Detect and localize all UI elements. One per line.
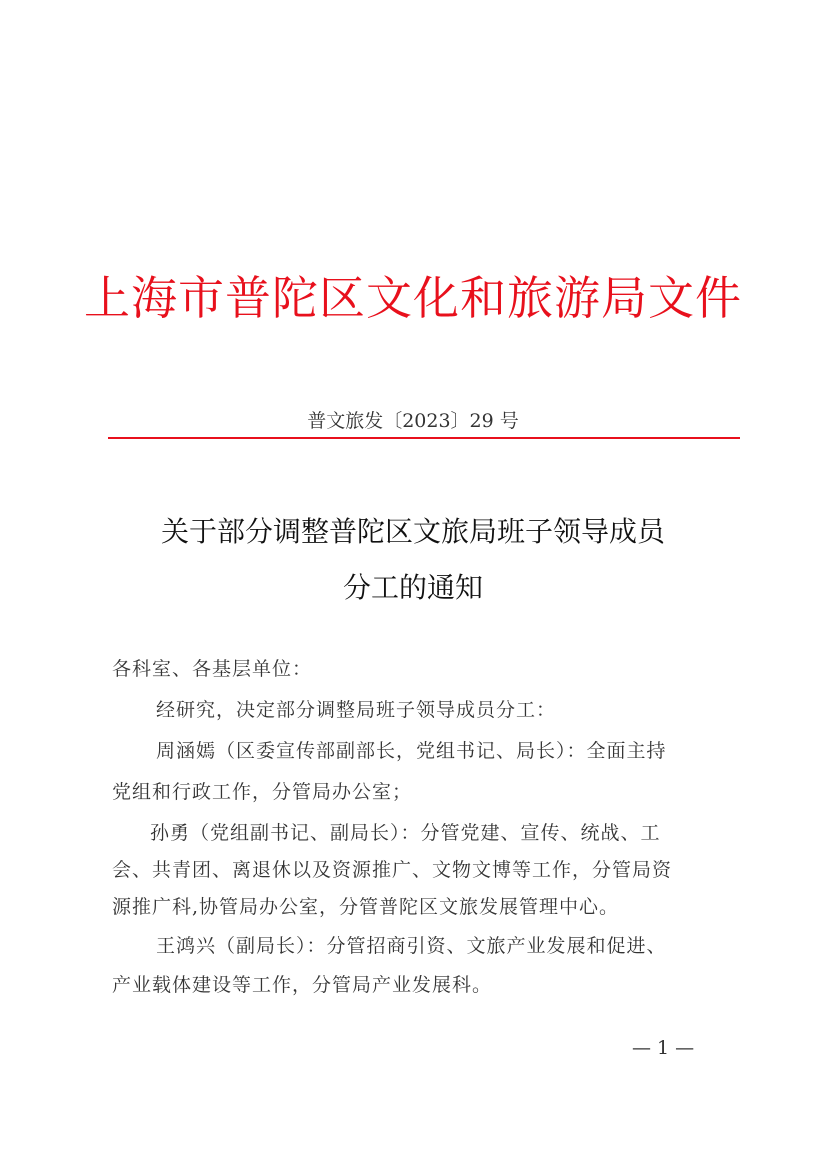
notice-title-line-1: 关于部分调整普陀区文旅局班子领导成员 [160,515,665,548]
header-red-rule [108,437,740,439]
salutation: 各科室、各基层单位： [112,658,313,680]
body-paragraph-sun-line-3: 源推广科,协管局办公室，分管普陀区文旅发展管理中心。 [112,896,620,918]
issuer-header-title: 上海市普陀区文化和旅游局文件 [84,271,742,325]
body-paragraph-wang-line-1: 王鸿兴（副局长）：分管招商引资、文旅产业发展和促进、 [156,935,667,957]
page-number: — 1 — [632,1037,695,1059]
body-paragraph-zhou-line-1: 周涵嫣（区委宣传部副部长，党组书记、局长）：全面主持 [156,740,667,762]
body-paragraph-sun-line-1: 孙勇（党组副书记、副局长）：分管党建、宣传、统战、工 [150,822,661,844]
body-paragraph-intro: 经研究，决定部分调整局班子领导成员分工： [156,699,557,721]
notice-title-line-2: 分工的通知 [342,571,483,604]
body-paragraph-sun-line-2: 会、共青团、离退休以及资源推广、文物文博等工作，分管局资 [112,859,673,881]
body-paragraph-zhou-line-2: 党组和行政工作，分管局办公室； [112,781,413,803]
body-paragraph-wang-line-2: 产业载体建设等工作，分管局产业发展科。 [112,974,493,996]
document-number: 普文旅发〔2023〕29 号 [307,410,519,432]
